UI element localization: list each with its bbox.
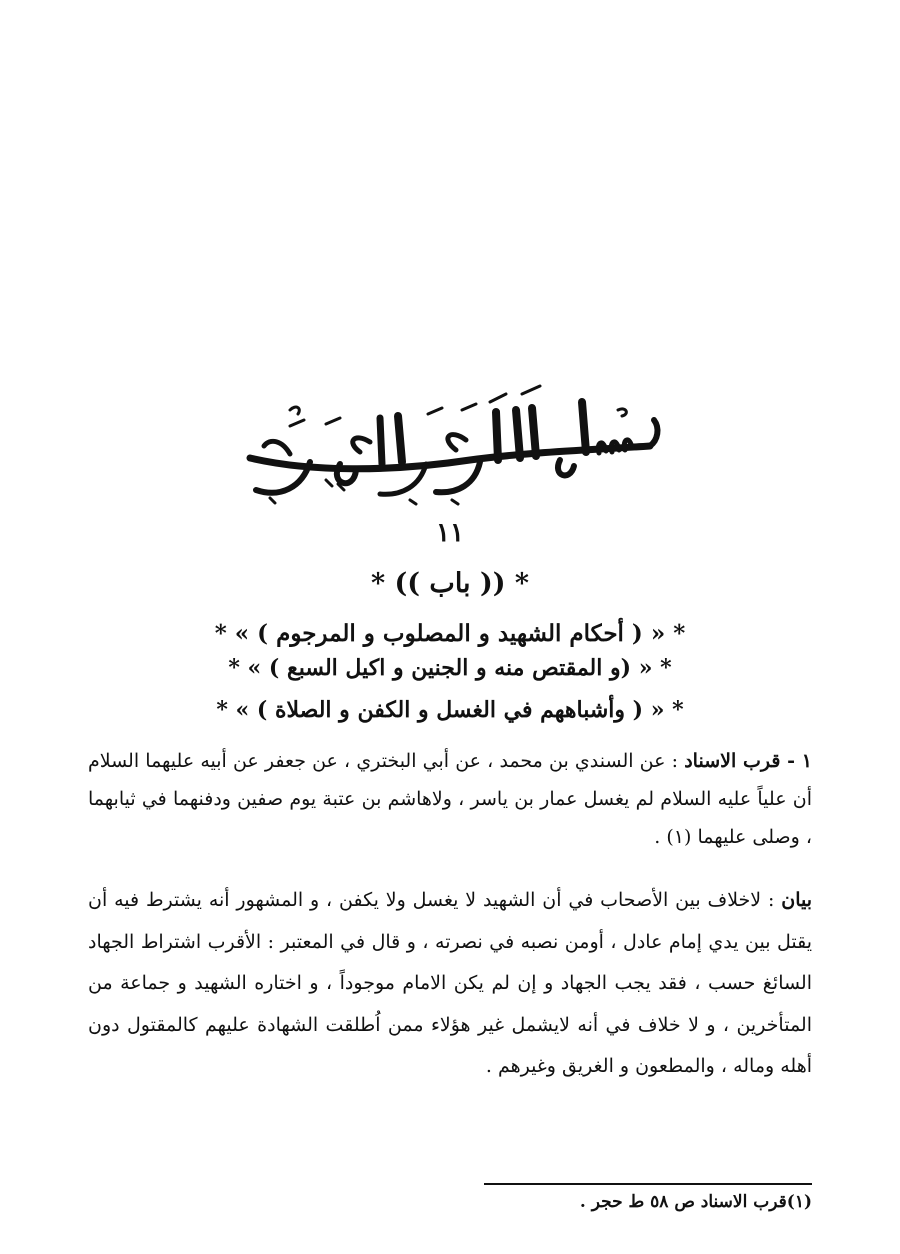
subtitle-line-3: * « ( وأشباههم في الغسل و الكفن و الصلاة ) » * [216, 697, 684, 723]
basmala-calligraphy-drawing [230, 380, 670, 510]
bayan-text: : لاخلاف بين الأصحاب في أن الشهيد لا يغسل ولا يكفن ، و المشهور أنه يشترط فيه أن يقتل بين يدي إمام عادل ، أومن نصبه في نصرته ، و قال في المعتبر : الأقرب اشتراط الجهاد السائغ حسب ، فقد يجب الجهاد و إن لم يكن الامام موجوداً ، و اختاره الشهيد و جماعة من المتأخرين ، و لا خلاف في أنه لايشمل غير هؤلاء ممن اُطلقت الشهادة عليهم كالمقتول دون أهله وماله ، والمطعون و الغريق وغيرهم . [88, 889, 812, 1077]
hadith-number-source: ١ - قرب الاسناد [684, 750, 812, 772]
hadith-paragraph [88, 742, 812, 856]
subtitle-line-2: * « (و المقتص منه و الجنين و اكيل السبع ) » * [228, 655, 672, 681]
bab-heading: * (( باب )) * [370, 568, 530, 599]
footnote-divider [484, 1183, 812, 1185]
hadith-text: : عن السندي بن محمد ، عن أبي البختري ، عن جعفر عن أبيه عليهما السلام أن علياً عليه السلام لم يغسل عمار بن ياسر ، ولاهاشم بن عتبة يوم صفين ودفنهما في ثيابهما ، وصلى عليهما (١) . [88, 750, 812, 848]
footnote: (١)قرب الاسناد ص ٥٨ ط حجر . [579, 1192, 812, 1212]
subtitle-line-1: * « ( أحكام الشهيد و المصلوب و المرجوم ) » * [214, 620, 686, 647]
chapter-number: ١١ [436, 518, 464, 548]
bayan-paragraph [88, 880, 812, 1088]
basmala-calligraphy [230, 380, 670, 510]
bayan-label: بيان [781, 889, 812, 911]
